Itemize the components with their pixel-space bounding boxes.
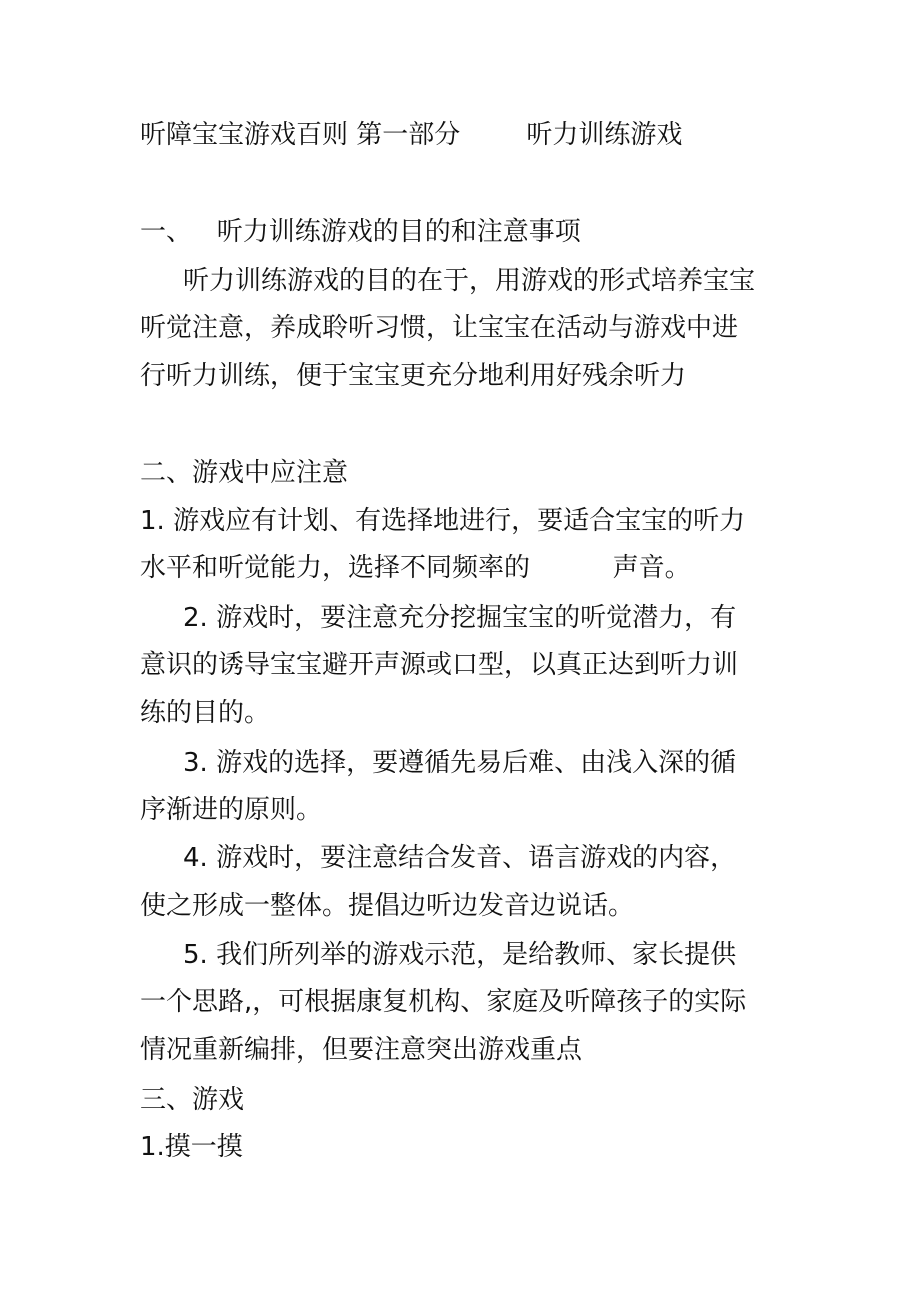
paragraph-line: 行听力训练，便于宝宝更充分地利用好残余听力 — [140, 361, 687, 391]
section-heading-2: 二、游戏中应注意 — [140, 458, 349, 488]
list-item-2-line: 2. 游戏时，要注意充分挖掘宝宝的听觉潜力，有 — [183, 603, 737, 633]
paragraph-line: 听觉注意，养成聆听习惯，让宝宝在活动与游戏中进 — [140, 313, 739, 343]
list-item-3-line: 序渐进的原则。 — [140, 795, 323, 825]
document-title: 听障宝宝游戏百则 第一部分 听力训练游戏 — [140, 120, 683, 150]
paragraph-line: 听力训练游戏的目的在于，用游戏的形式培养宝宝 — [183, 266, 756, 296]
list-item-2-line: 意识的诱导宝宝避开声源或口型，以真正达到听力训 — [140, 650, 739, 680]
list-item-5-line: 情况重新编排，但要注意突出游戏重点 — [140, 1035, 583, 1065]
list-item-4-line: 4. 游戏时，要注意结合发音、语言游戏的内容， — [183, 843, 737, 873]
section-heading-1: 一、 听力训练游戏的目的和注意事项 — [140, 217, 581, 247]
list-item-5-line: 5. 我们所列举的游戏示范，是给教师、家长提供 — [183, 940, 737, 970]
list-item-2-line: 练的目的。 — [140, 698, 271, 728]
list-item-3-line: 3. 游戏的选择，要遵循先易后难、由浅入深的循 — [183, 748, 737, 778]
list-item-1-line: 1. 游戏应有计划、有选择地进行，要适合宝宝的听力 — [140, 506, 746, 536]
list-item-4-line: 使之形成一整体。提倡边听边发音边说话。 — [140, 891, 635, 921]
section-heading-3: 三、游戏 — [140, 1085, 245, 1115]
list-item-1-line: 水平和听觉能力，选择不同频率的 声音。 — [140, 553, 691, 583]
subsection-heading: 1.摸一摸 — [140, 1132, 243, 1162]
list-item-5-line: 一个思路,，可根据康复机构、家庭及听障孩子的实际 — [140, 987, 747, 1017]
